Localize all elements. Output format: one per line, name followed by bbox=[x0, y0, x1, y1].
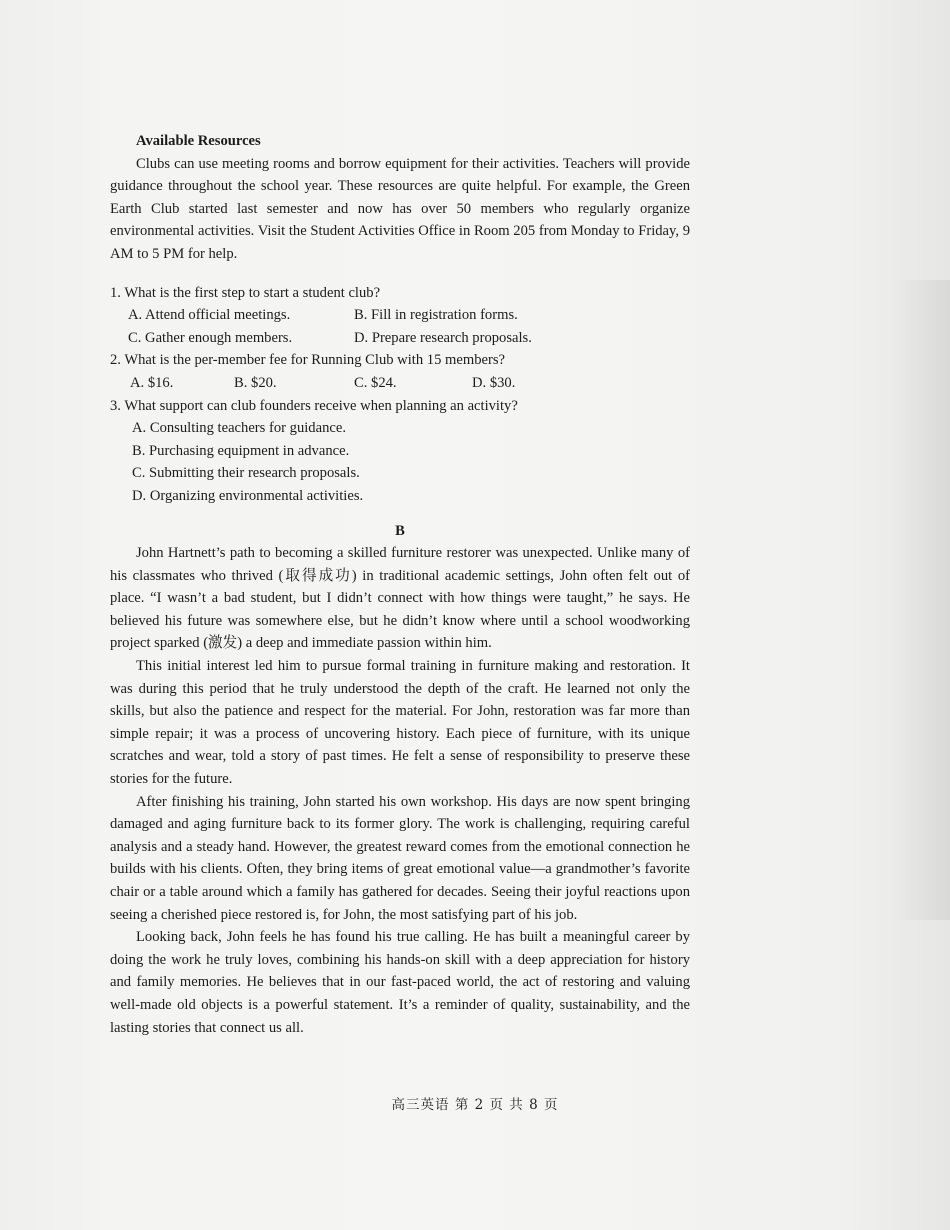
passage-paragraph-3: After finishing his training, John started his own workshop. His days are now spent bringing damaged and aging furniture back to its former glory. The work is challenging, requiring careful analysis and a steady hand. However, the greatest reward comes from the emotional connection he builds with his clients. Often, they bring items of great emotional value—a grandmother’s favorite chair or a table around which a family has gathered for decades. Seeing their joyful reactions upon seeing a cherished piece restored is, for John, the most satisfying part of his job. bbox=[110, 793, 690, 923]
option-b: B. Purchasing equipment in advance. bbox=[132, 442, 350, 459]
page-footer: 高三英语 第 2 页 共 8 页 bbox=[391, 1097, 559, 1113]
question-1 bbox=[110, 282, 690, 350]
option-a: A. Attend official meetings. bbox=[128, 307, 291, 324]
resources-paragraph: Clubs can use meeting rooms and borrow equipment for their activities. Teachers will provide guidance throughout the school year. These resources are quite helpful. For example, the Green Earth Club started last semester and now has over 50 members who regularly organize environmental activities. Visit the Student Activities Office in Room 205 from Monday to Friday, 9 AM to 5 PM for help. bbox=[110, 155, 690, 262]
section-b-passage bbox=[110, 542, 690, 1039]
option-c: C. Submitting their research proposals. bbox=[132, 465, 360, 482]
option-c: C. Gather enough members. bbox=[128, 329, 293, 346]
question-stem: 2. What is the per-member fee for Running Club with 15 members? bbox=[110, 352, 505, 369]
question-options bbox=[128, 304, 690, 349]
option-d: D. Prepare research proposals. bbox=[354, 329, 532, 346]
passage-paragraph-2: This initial interest led him to pursue formal training in furniture making and restoration. It was during this period that he truly understood the depth of the craft. He learned not only the skills, but also the patience and respect for the material. For John, restoration was far more than simple repair; it was a process of uncovering history. Each piece of furniture, with its unique scratches and wear, told a story of past times. He felt a sense of responsibility to preserve these stories for the future. bbox=[110, 658, 690, 788]
question-stem: 3. What support can club founders receive when planning an activity? bbox=[110, 397, 518, 414]
option-b: B. $20. bbox=[234, 374, 277, 391]
question-options bbox=[132, 417, 690, 507]
scan-edge-shadow bbox=[890, 280, 950, 920]
page-content bbox=[110, 130, 690, 1039]
option-d: D. $30. bbox=[472, 374, 516, 391]
passage-paragraph-1: John Hartnett’s path to becoming a skilled furniture restorer was unexpected. Unlike many of his classmates who thrived (取得成功) in traditional academic settings, John often felt out of place. “I wasn’t a bad student, but I didn’t connect with how things were taught,” he says. He believed his future was somewhere else, but he didn’t know where until a school woodworking project sparked (激发) a deep and immediate passion within him. bbox=[110, 545, 690, 652]
section-b-label: B bbox=[395, 522, 405, 539]
option-d: D. Organizing environmental activities. bbox=[132, 487, 364, 504]
option-c: C. $24. bbox=[354, 374, 397, 391]
option-a: A. Consulting teachers for guidance. bbox=[132, 420, 346, 437]
question-2 bbox=[110, 349, 690, 394]
question-list bbox=[110, 282, 690, 508]
option-a: A. $16. bbox=[130, 374, 174, 391]
passage-paragraph-4: Looking back, John feels he has found his true calling. He has built a meaningful career by doing the work he truly loves, combining his hands-on skill with a deep appreciation for history and family memories. He believes that in our fast-paced world, the act of restoring and valuing well-made old objects is a powerful statement. It’s a reminder of quality, sustainability, and the lasting stories that connect us all. bbox=[110, 929, 690, 1036]
question-3 bbox=[110, 395, 690, 508]
question-stem: 1. What is the first step to start a student club? bbox=[110, 284, 381, 301]
resources-heading: Available Resources bbox=[136, 133, 261, 149]
option-b: B. Fill in registration forms. bbox=[354, 307, 518, 324]
available-resources-section bbox=[110, 130, 690, 266]
question-options bbox=[130, 372, 690, 395]
